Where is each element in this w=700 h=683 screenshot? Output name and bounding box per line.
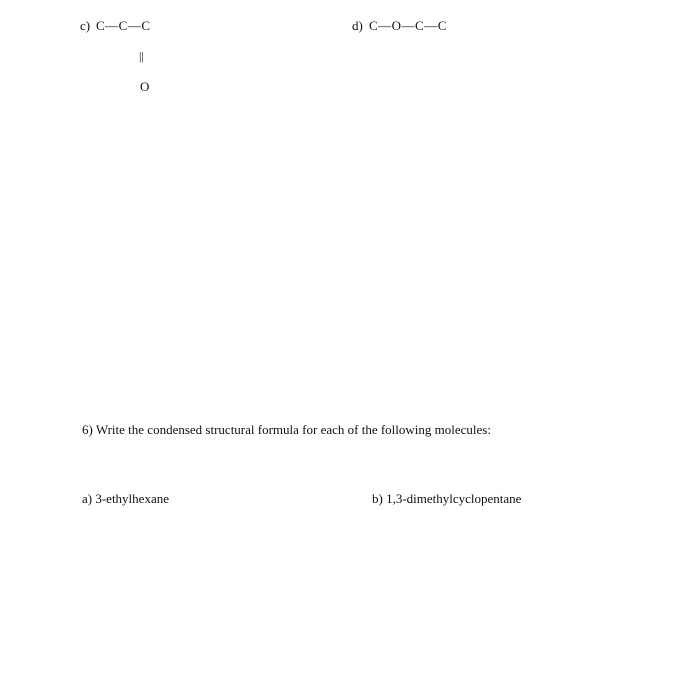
q6a-molecule: a) 3-ethylhexane (82, 491, 169, 506)
q6-prompt: 6) Write the condensed structural formula for each of the following molecules: (82, 422, 491, 437)
q5d-ether-chain: C—O—C—C (369, 18, 447, 33)
q5c-oxygen: O (140, 79, 150, 94)
q5c-label: c) (80, 18, 91, 33)
q6b-molecule: b) 1,3-dimethylcyclopentane (372, 491, 522, 506)
q5d-label: d) (352, 18, 363, 33)
q5c-double-bond: || (139, 49, 144, 63)
q5c-carbon-chain: C—C—C (96, 18, 151, 33)
